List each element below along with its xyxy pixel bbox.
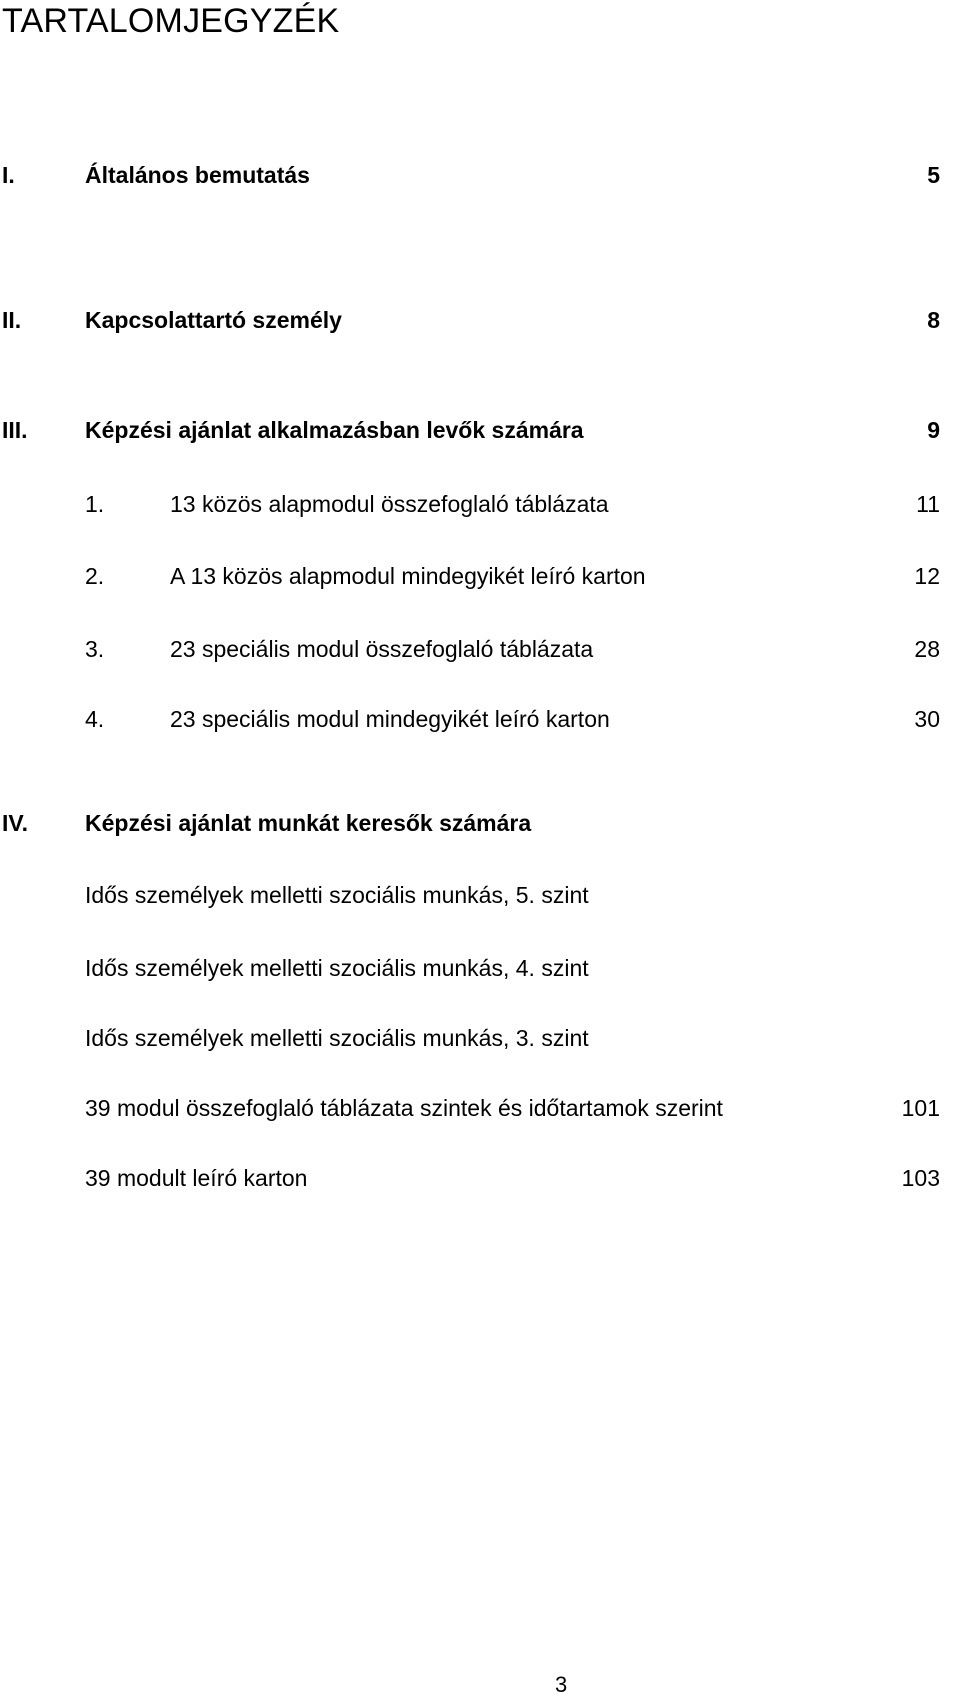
page-ref: 30	[914, 706, 940, 732]
section-number: IV.	[2, 810, 29, 836]
page-ref: 8	[927, 307, 940, 333]
subsection-label: 39 modult leíró karton	[85, 1165, 308, 1191]
subsection-number: 1.	[85, 491, 105, 517]
page-ref: 103	[901, 1165, 940, 1191]
subsection-label: Idős személyek melletti szociális munkás, 4. szint	[85, 955, 589, 981]
section-label: Kapcsolattartó személy	[85, 307, 342, 333]
section-number: III.	[2, 417, 28, 443]
subsection-number: 2.	[85, 563, 105, 589]
page-ref: 12	[914, 563, 940, 589]
page-ref: 28	[914, 636, 940, 662]
page-ref: 101	[901, 1095, 940, 1121]
section-label: Képzési ajánlat alkalmazásban levők számára	[85, 417, 584, 443]
section-number: I.	[2, 162, 15, 188]
subsection-label: 39 modul összefoglaló táblázata szintek és időtartamok szerint	[85, 1095, 723, 1121]
subsection-label: A 13 közös alapmodul mindegyikét leíró karton	[170, 563, 646, 589]
section-number: II.	[2, 307, 22, 333]
document-title: TARTALOMJEGYZÉK	[2, 2, 340, 40]
subsection-number: 3.	[85, 636, 105, 662]
subsection-label: 13 közös alapmodul összefoglaló táblázata	[170, 491, 609, 517]
subsection-label: Idős személyek melletti szociális munkás, 5. szint	[85, 882, 589, 908]
page-ref: 11	[916, 491, 940, 517]
subsection-label: 23 speciális modul összefoglaló táblázata	[170, 636, 594, 662]
subsection-number: 4.	[85, 706, 105, 732]
page-number: 3	[555, 1672, 568, 1697]
section-label: Képzési ajánlat munkát keresők számára	[85, 810, 532, 836]
page-ref: 9	[927, 417, 940, 443]
section-label: Általános bemutatás	[85, 162, 310, 188]
subsection-label: 23 speciális modul mindegyikét leíró karton	[170, 706, 610, 732]
subsection-label: Idős személyek melletti szociális munkás, 3. szint	[85, 1025, 589, 1051]
page-ref: 5	[927, 162, 940, 188]
